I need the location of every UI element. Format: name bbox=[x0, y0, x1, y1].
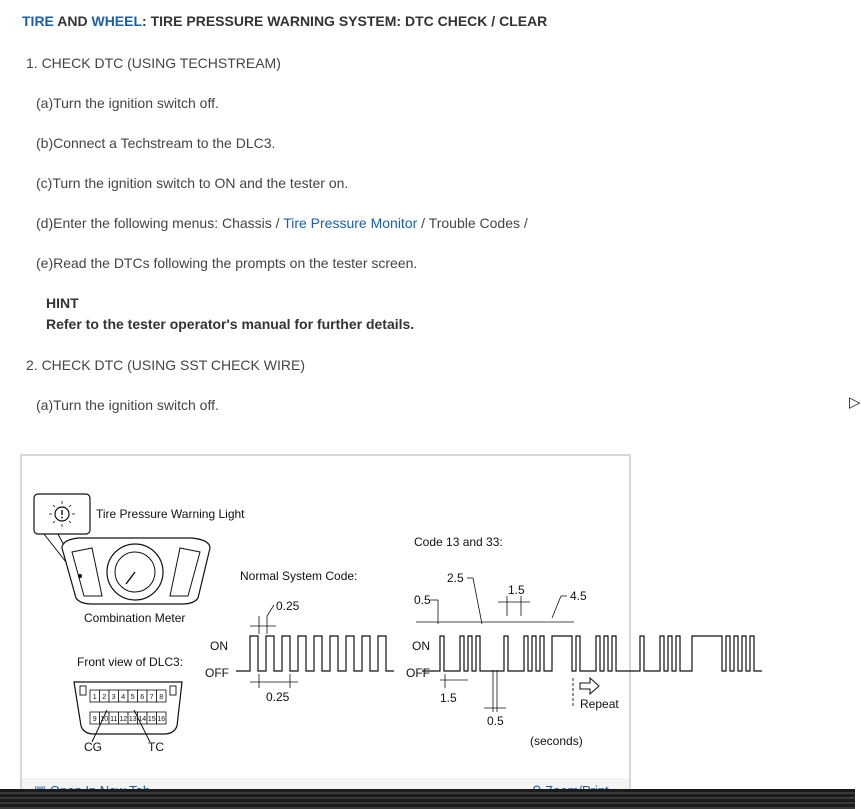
dim-05-top: 0.5 bbox=[414, 593, 431, 607]
seconds-label: (seconds) bbox=[530, 734, 583, 748]
normal-bottom-dim: 0.25 bbox=[266, 690, 290, 704]
dim-25: 2.5 bbox=[447, 571, 464, 585]
page-title bbox=[22, 13, 547, 29]
combination-meter-label: Combination Meter bbox=[84, 611, 186, 625]
step-1c: (c)Turn the ignition switch to ON and the tester on. bbox=[36, 175, 349, 191]
tire-link[interactable]: TIRE bbox=[22, 13, 54, 29]
code-label: Code 13 and 33: bbox=[414, 535, 503, 549]
dlc-pin-number: 6 bbox=[140, 694, 145, 701]
wheel-link[interactable]: WHEEL bbox=[91, 13, 143, 29]
cg-label: CG bbox=[84, 740, 102, 754]
dlc-pin-number: 16 bbox=[157, 716, 166, 723]
dlc-pin-number: 11 bbox=[110, 716, 118, 723]
normal-code-label: Normal System Code: bbox=[240, 569, 358, 583]
dlc-pin-number: 3 bbox=[111, 694, 116, 701]
step-1e: (e)Read the DTCs following the prompts on the tester screen. bbox=[36, 255, 418, 271]
hint-title: HINT bbox=[46, 295, 79, 311]
step-1b: (b)Connect a Techstream to the DLC3. bbox=[36, 135, 276, 151]
dlc-pin-number: 14 bbox=[138, 716, 147, 723]
dlc-pin-number: 10 bbox=[100, 716, 109, 723]
step-2a: (a)Turn the ignition switch off. bbox=[36, 397, 219, 413]
dim-15-top: 1.5 bbox=[508, 583, 525, 597]
dlc-pin-number: 5 bbox=[130, 694, 135, 701]
hint-text: Refer to the tester operator's manual for further details. bbox=[46, 316, 415, 332]
step-1d-suffix: / Trouble Codes / bbox=[417, 215, 528, 231]
tc-label: TC bbox=[148, 740, 164, 754]
normal-system-code-waveform bbox=[205, 569, 394, 704]
step-1a: (a)Turn the ignition switch off. bbox=[36, 95, 219, 111]
combination-meter bbox=[62, 538, 210, 625]
code-on-label: ON bbox=[412, 639, 430, 653]
dlc-pin-number: 7 bbox=[149, 694, 154, 701]
dlc-pin-number: 4 bbox=[121, 694, 126, 701]
code-off-label: OFF bbox=[406, 666, 430, 680]
dlc-pin-number: 2 bbox=[102, 694, 107, 701]
warning-light-label: Tire Pressure Warning Light bbox=[96, 507, 245, 521]
dlc-pin-number: 9 bbox=[92, 716, 97, 723]
dlc-pin-number: 15 bbox=[147, 716, 156, 723]
normal-off-label: OFF bbox=[205, 666, 229, 680]
title-rest: : TIRE PRESSURE WARNING SYSTEM: DTC CHECK / CLEAR bbox=[142, 13, 548, 29]
dlc3-connector bbox=[74, 655, 183, 754]
code-13-33-waveform bbox=[406, 535, 762, 748]
dlc-pin-number: 12 bbox=[119, 716, 128, 723]
mouse-cursor-icon: ▷ bbox=[849, 394, 861, 411]
title-and: AND bbox=[53, 13, 92, 29]
tire-pressure-monitor-link[interactable]: Tire Pressure Monitor bbox=[283, 215, 418, 231]
dim-05-bottom: 0.5 bbox=[487, 714, 504, 728]
step-1d bbox=[36, 215, 528, 231]
dlc-pin-number: 13 bbox=[128, 716, 137, 723]
normal-top-dim: 0.25 bbox=[276, 599, 300, 613]
step-2-heading: 2. CHECK DTC (USING SST CHECK WIRE) bbox=[26, 357, 305, 373]
step-1d-prefix: (d)Enter the following menus: Chassis / bbox=[36, 215, 284, 231]
repeat-label: Repeat bbox=[580, 697, 619, 711]
bottom-scroll-bar bbox=[0, 789, 855, 809]
dlc-pin-number: 8 bbox=[159, 694, 164, 701]
repeat-arrow-icon bbox=[580, 678, 599, 694]
dlc3-label: Front view of DLC3: bbox=[77, 655, 184, 669]
dim-15-bottom: 1.5 bbox=[440, 691, 457, 705]
dtc-diagram bbox=[22, 456, 629, 778]
normal-on-label: ON bbox=[210, 639, 228, 653]
dlc-pin-number: 1 bbox=[92, 694, 97, 701]
diagram-figure bbox=[20, 454, 631, 798]
dim-45: 4.5 bbox=[570, 589, 587, 603]
step-1-heading: 1. CHECK DTC (USING TECHSTREAM) bbox=[26, 55, 281, 71]
